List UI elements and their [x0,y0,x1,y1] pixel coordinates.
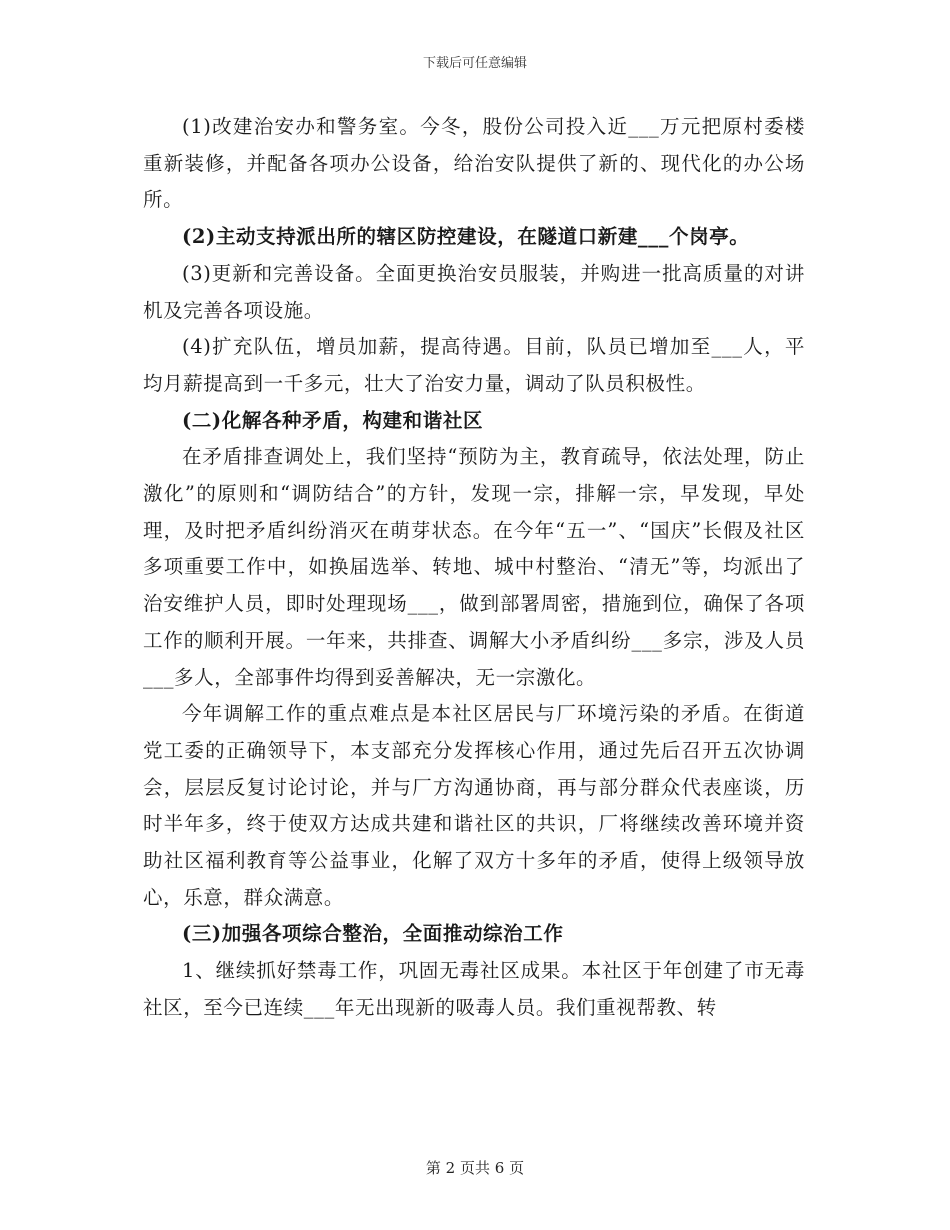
document-body [143,109,805,1027]
section-heading-2: (二)化解各种矛盾，构建和谐社区 [182,408,484,432]
paragraph-5: 在矛盾排查调处上，我们坚持“预防为主，教育疏导，依法处理，防止激化”的原则和“调防结合”的方针，发现一宗，排解一宗，早发现，早处理，及时把矛盾纠纷消灭在萌芽状态。在今年“五一”、“国庆”长假及社区多项重要工作中，如换届选举、转地、城中村整治、“清无”等，均派出了治安维护人员，即时处理现场___，做到部署周密，措施到位，确保了各项工作的顺利开展。一年来，共排查、调解大小矛盾纠纷___多宗，涉及人员___多人，全部事件均得到妥善解决，无一宗激化。 [143,445,805,689]
paragraph-1: (1)改建治安办和警务室。今冬，股份公司投入近___万元把原村委楼重新装修，并配备各项办公设备，给治安队提供了新的、现代化的办公场所。 [143,115,805,212]
paragraph-3: (3)更新和完善设备。全面更换治安员服装，并购进一批高质量的对讲机及完善各项设施。 [143,261,805,322]
page-header: 下载后可任意编辑 [422,56,527,71]
paragraph-2-bold: (2)主动支持派出所的辖区防控建设，在隧道口新建___个岗亭。 [182,225,750,249]
paragraph-4: (4)扩充队伍，增员加薪，提高待遇。目前，队员已增加至___人，平均月薪提高到一千多元，壮大了治安力量，调动了队员积极性。 [143,335,805,395]
paragraph-7: 1、继续抓好禁毒工作，巩固无毒社区成果。本社区于年创建了市无毒社区，至今已连续___年无出现新的吸毒人员。我们重视帮教、转 [143,959,805,1019]
section-heading-3: (三)加强各项综合整治，全面推动综治工作 [182,922,564,946]
paragraph-6: 今年调解工作的重点难点是本社区居民与厂环境污染的矛盾。在街道党工委的正确领导下，本支部充分发挥核心作用，通过先后召开五次协调会，层层反复讨论讨论，并与厂方沟通协商，再与部分群众代表座谈，历时半年多，终于使双方达成共建和谐社区的共识，厂将继续改善环境并资助社区福利教育等公益事业，化解了双方十多年的矛盾，使得上级领导放心，乐意，群众满意。 [143,702,805,909]
page-footer: 第 2 页共 6 页 [425,1159,525,1177]
